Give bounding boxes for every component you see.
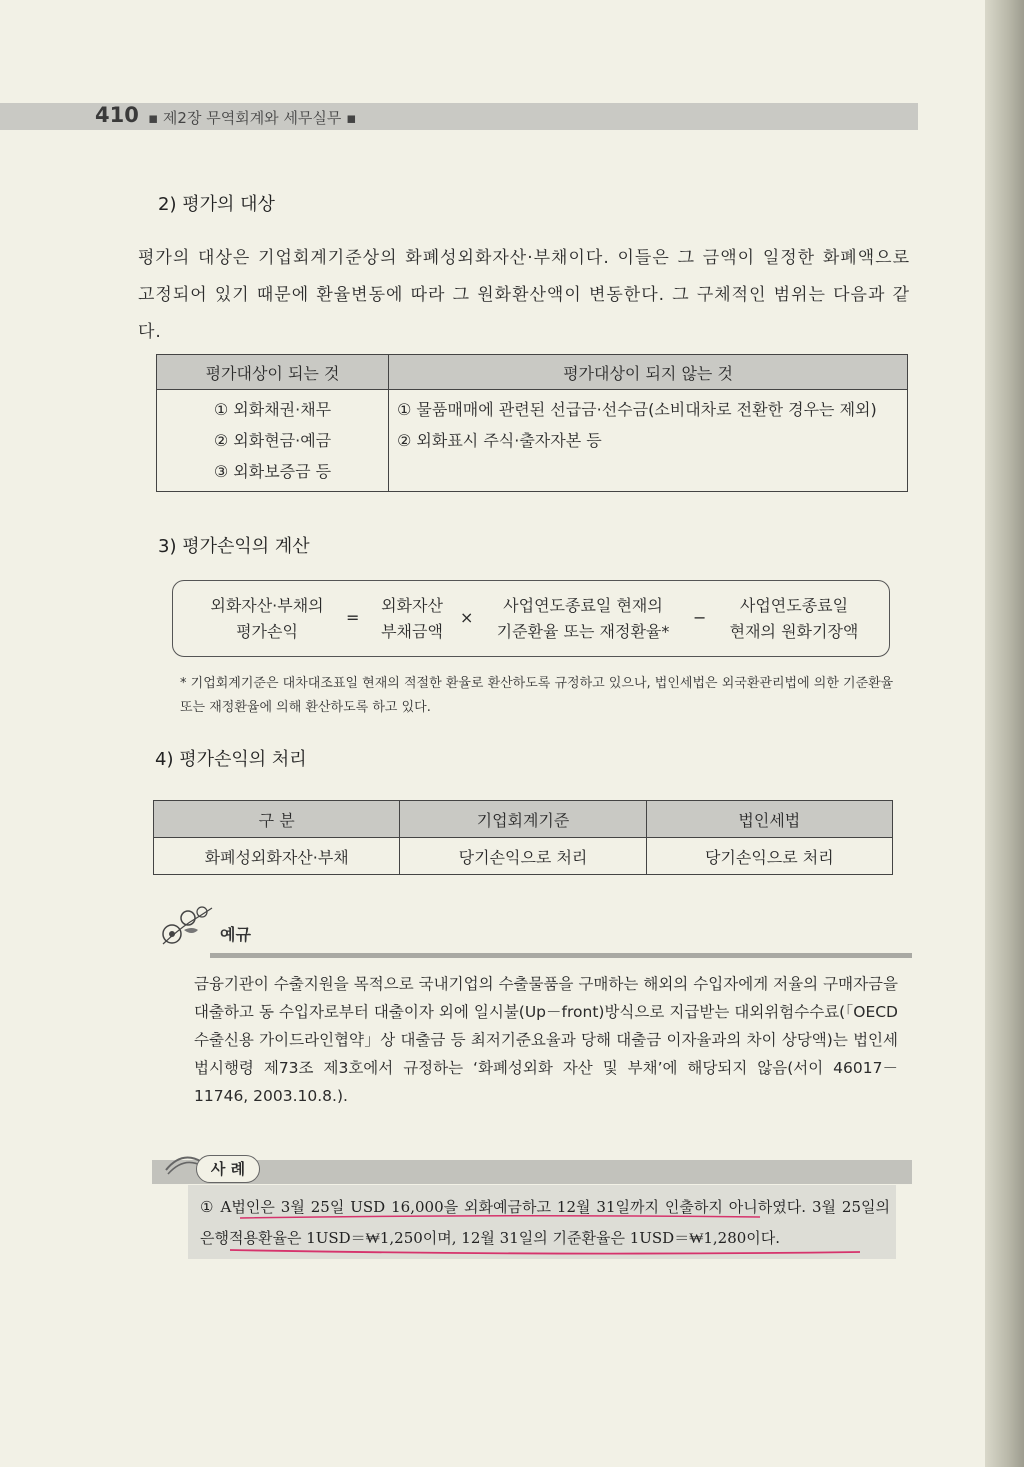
yegyu-text: 금융기관이 수출지원을 목적으로 국내기업의 수출물품을 구매하는 해외의 수입자에게 저율의 구매자금을 대출하고 동 수입자로부터 대출이자 외에 일시불(Up－front)방식으로 지급받는 대외위험수수료(「OECD수출신용 가이드라인협약」상 대출금 등 최저기준요율과 당해 대출금 이자율과의 차이 상당액)는 법인세법시행령 제73조 제3호에서 규정하는 ‘화폐성외화 자산 및 부채’에 해당되지 않음(서이 46017－11746, 2003.10.8.). [194,975,898,1105]
formula-text: 기준환율 또는 재정환율* [496,622,670,641]
formula-text: 외화자산 [381,596,443,615]
formula-text: 사업연도종료일 [739,596,849,615]
page-number: 410 [95,103,139,127]
list-item: ② 외화현금·예금 [213,431,332,450]
flower-icon [158,900,218,950]
list-item: ③ 외화보증금 등 [213,462,332,481]
footnote: * 기업회계기준은 대차대조표일 현재의 적절한 환율로 환산하도록 규정하고 있으나, 법인세법은 외국환관리법에 의한 기준환율 또는 재정환율에 의해 환산하도록 하고 있다. [180,676,894,715]
case-text: ① A법인은 3월 25일 USD 16,000을 외화예금하고 12월 31일까지 인출하지 아니하였다. 3월 25일의 은행적용환율은 1USD＝₩1,250이며, 12월 31일의 기준환율은 1USD＝₩1,280이다. [200,1198,890,1247]
page-edge-shadow [985,0,1024,1467]
valuation-target-table [156,354,908,492]
table-cell: 화폐성외화자산·부채 [154,838,400,875]
section-3-title: 3) 평가손익의 계산 [158,536,310,557]
treatment-table [153,800,893,875]
table-header: 기업회계기준 [400,801,646,838]
formula-text: 현재의 원화기장액 [729,622,859,641]
case-header-bar [152,1160,912,1184]
page-header [0,103,918,130]
section-2-body: 평가의 대상은 기업회계기준상의 화폐성외화자산·부채이다. 이들은 그 금액이 일정한 화폐액으로 고정되어 있기 때문에 환율변동에 따라 그 원화환산액이 변동한다. 그 구체적인 범위는 다음과 같다. [138,248,910,342]
red-underline-marks [200,1210,890,1270]
minus-sign: − [693,608,707,627]
formula-term-c [712,593,876,645]
formula-lhs [192,593,342,645]
table-cell: 당기손익으로 처리 [400,838,646,875]
list-item: ① 외화채권·채무 [213,400,332,419]
table-row [154,838,893,875]
table-header: 구 분 [154,801,400,838]
formula-text: 부채금액 [381,622,443,641]
chapter-title: ▪ 제2장 무역회계와 세무실무 ▪ [148,109,357,127]
formula-text: 외화자산·부채의 [210,596,324,615]
formula-text: 사업연도종료일 현재의 [503,596,663,615]
yegyu-title: 예규 [220,925,251,944]
list-item: ② 외화표시 주식·출자자본 등 [397,431,602,450]
table-header: 평가대상이 되는 것 [157,355,389,390]
table-cell: 당기손익으로 처리 [646,838,892,875]
table-cell [157,390,389,492]
formula-term-a [368,593,456,645]
case-title: 사 례 [196,1155,260,1183]
list-item: ① 물품매매에 관련된 선급금·선수금(소비대차로 전환한 경우는 제외) [397,400,877,419]
divider [210,953,912,958]
table-cell [389,390,908,492]
equals-sign: = [346,608,360,627]
formula-term-b [480,593,686,645]
section-4-title: 4) 평가손익의 처리 [155,749,307,770]
formula-text: 평가손익 [236,622,298,641]
section-2-title: 2) 평가의 대상 [158,194,275,215]
table-header: 평가대상이 되지 않는 것 [389,355,908,390]
multiply-sign: × [460,608,474,627]
table-header: 법인세법 [646,801,892,838]
